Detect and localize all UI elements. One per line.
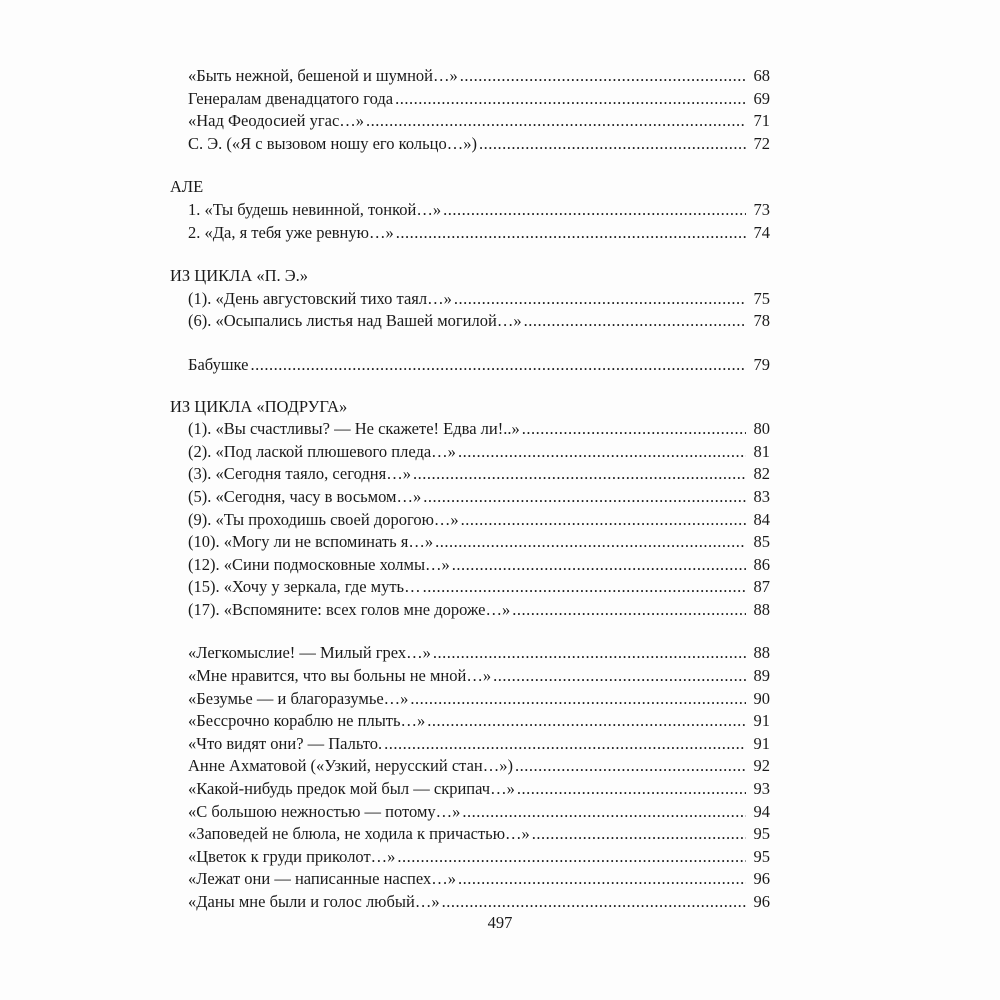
toc-entry (170, 688, 770, 711)
dot-leader (442, 891, 746, 914)
dot-leader (524, 310, 746, 333)
toc-entry-title: Анне Ахматовой («Узкий, нерусский стан…») (188, 756, 513, 776)
dot-leader (515, 755, 746, 778)
toc-entry (170, 354, 770, 377)
toc-entry-title: (2). «Под лаской плюшевого пледа…» (188, 441, 456, 461)
table-of-contents (170, 65, 770, 914)
toc-entry-title: «Над Феодосией угас…» (188, 111, 365, 131)
toc-entry (170, 441, 770, 464)
toc-entry-title: (17). «Вспомяните: всех голов мне дороже…» (188, 599, 511, 619)
toc-entry (170, 531, 770, 554)
toc-entry (170, 222, 770, 245)
toc-entry (170, 823, 770, 846)
toc-entry-page: 82 (753, 464, 770, 484)
toc-entry (170, 509, 770, 532)
toc-entry-page: 83 (753, 486, 770, 506)
toc-entry-page: 74 (753, 222, 770, 242)
toc-group (170, 288, 770, 333)
toc-entry (170, 755, 770, 778)
toc-entry-title: «Бессрочно кораблю не плыть…» (188, 711, 426, 731)
toc-entry (170, 486, 770, 509)
toc-entry-page: 80 (753, 419, 770, 439)
dot-leader (460, 65, 746, 88)
toc-group (170, 642, 770, 913)
dot-leader (435, 531, 746, 554)
toc-entry-title: «Заповедей не блюла, не ходила к причастью…» (188, 824, 530, 844)
dot-leader (427, 710, 746, 733)
toc-entry (170, 463, 770, 486)
toc-entry (170, 418, 770, 441)
dot-leader (396, 222, 746, 245)
toc-entry (170, 599, 770, 622)
dot-leader (433, 642, 746, 665)
toc-entry (170, 778, 770, 801)
dot-leader (366, 110, 746, 133)
dot-leader (522, 418, 746, 441)
toc-group (170, 199, 770, 244)
dot-leader (413, 463, 746, 486)
toc-entry-page: 96 (753, 892, 770, 911)
toc-entry-title: «Быть нежной, бешеной и шумной…» (188, 66, 458, 85)
toc-entry-title: (6). «Осыпались листья над Вашей могилой…» (188, 311, 522, 331)
toc-entry-title: (9). «Ты проходишь своей дорогою…» (188, 509, 459, 529)
toc-entry (170, 733, 770, 756)
toc-entry (170, 665, 770, 688)
toc-entry-page: 93 (753, 779, 770, 799)
toc-entry-title: 2. «Да, я тебя уже ревную…» (188, 222, 394, 242)
dot-leader (395, 88, 746, 111)
toc-entry (170, 846, 770, 869)
toc-entry (170, 199, 770, 222)
toc-entry (170, 801, 770, 824)
dot-leader (532, 823, 746, 846)
toc-entry (170, 576, 770, 599)
toc-entry-page: 71 (753, 111, 770, 131)
dot-leader (443, 199, 746, 222)
toc-entry-page: 78 (753, 311, 770, 331)
toc-entry (170, 868, 770, 891)
dot-leader (397, 846, 746, 869)
toc-entry-page: 68 (753, 66, 770, 85)
dot-leader (517, 778, 746, 801)
dot-leader (423, 486, 746, 509)
toc-entry (170, 710, 770, 733)
toc-entry (170, 310, 770, 333)
dot-leader (384, 733, 746, 756)
toc-entry-title: Генералам двенадцатого года (188, 88, 394, 108)
toc-entry (170, 642, 770, 665)
dot-leader (512, 599, 746, 622)
toc-entry (170, 891, 770, 914)
toc-entry-page: 85 (753, 532, 770, 552)
toc-entry-page: 88 (753, 643, 770, 663)
toc-entry-title: «Даны мне были и голос любый…» (188, 892, 440, 911)
toc-entry (170, 288, 770, 311)
toc-entry-page: 73 (753, 199, 770, 219)
toc-entry-title: «Мне нравится, что вы больны не мной…» (188, 666, 492, 686)
section-heading: АЛЕ (170, 177, 204, 197)
toc-entry-title: «Цветок к груди приколот…» (188, 846, 396, 866)
page-number: 497 (487, 913, 513, 932)
toc-entry-title: «Какой-нибудь предок мой был — скрипач…» (188, 779, 515, 799)
toc-entry-page: 72 (753, 133, 770, 153)
toc-entry (170, 133, 770, 156)
toc-entry-page: 92 (753, 756, 770, 776)
toc-entry-title: С. Э. («Я с вызовом ношу его кольцо…») (188, 133, 477, 153)
toc-entry-title: «Лежат они — написанные наспех…» (188, 869, 456, 889)
toc-entry (170, 65, 770, 88)
dot-leader (423, 576, 746, 599)
section-heading: ИЗ ЦИКЛА «ПОДРУГА» (170, 396, 348, 416)
dot-leader (461, 509, 746, 532)
toc-entry-title: (1). «День августовский тихо таял…» (188, 288, 452, 308)
toc-entry-page: 91 (753, 711, 770, 731)
toc-entry-page: 79 (753, 354, 770, 374)
dot-leader (250, 354, 746, 377)
dot-leader (458, 868, 746, 891)
dot-leader (454, 288, 746, 311)
toc-entry-page: 75 (753, 288, 770, 308)
toc-entry-title: 1. «Ты будешь невинной, тонкой…» (188, 199, 442, 219)
toc-entry-title: Бабушке (188, 354, 249, 374)
toc-entry-page: 94 (753, 801, 770, 821)
dot-leader (458, 441, 746, 464)
toc-entry-page: 95 (753, 824, 770, 844)
toc-entry (170, 88, 770, 111)
toc-entry (170, 110, 770, 133)
toc-group (170, 65, 770, 155)
section-heading: ИЗ ЦИКЛА «П. Э.» (170, 266, 309, 286)
dot-leader (410, 688, 746, 711)
toc-entry (170, 554, 770, 577)
toc-group (170, 418, 770, 621)
toc-entry-page: 90 (753, 688, 770, 708)
toc-entry-page: 87 (753, 577, 770, 597)
toc-entry-title: (12). «Сини подмосковные холмы…» (188, 554, 450, 574)
toc-entry-page: 69 (753, 88, 770, 108)
toc-entry-title: (5). «Сегодня, часу в восьмом…» (188, 486, 422, 506)
toc-entry-page: 95 (753, 846, 770, 866)
toc-entry-page: 91 (753, 733, 770, 753)
toc-entry-page: 84 (753, 509, 770, 529)
dot-leader (493, 665, 746, 688)
dot-leader (452, 554, 746, 577)
toc-entry-title: (10). «Могу ли не вспоминать я…» (188, 532, 434, 552)
toc-entry-title: «Что видят они? — Пальто. (188, 733, 383, 753)
toc-entry-page: 86 (753, 554, 770, 574)
dot-leader (479, 133, 746, 156)
toc-entry-page: 81 (753, 441, 770, 461)
toc-entry-page: 88 (753, 599, 770, 619)
dot-leader (462, 801, 746, 824)
toc-entry-page: 96 (753, 869, 770, 889)
toc-entry-page: 89 (753, 666, 770, 686)
toc-entry-title: (3). «Сегодня таяло, сегодня…» (188, 464, 411, 484)
toc-entry-title: «С большою нежностью — потому…» (188, 801, 461, 821)
toc-entry-title: «Безумье — и благоразумье…» (188, 688, 409, 708)
toc-entry-title: (1). «Вы счастливы? — Не скажете! Едва ли!..» (188, 419, 520, 439)
toc-entry-title: (15). «Хочу у зеркала, где муть… (188, 577, 421, 597)
toc-group (170, 354, 770, 377)
toc-entry-title: «Легкомыслие! — Милый грех…» (188, 643, 431, 663)
